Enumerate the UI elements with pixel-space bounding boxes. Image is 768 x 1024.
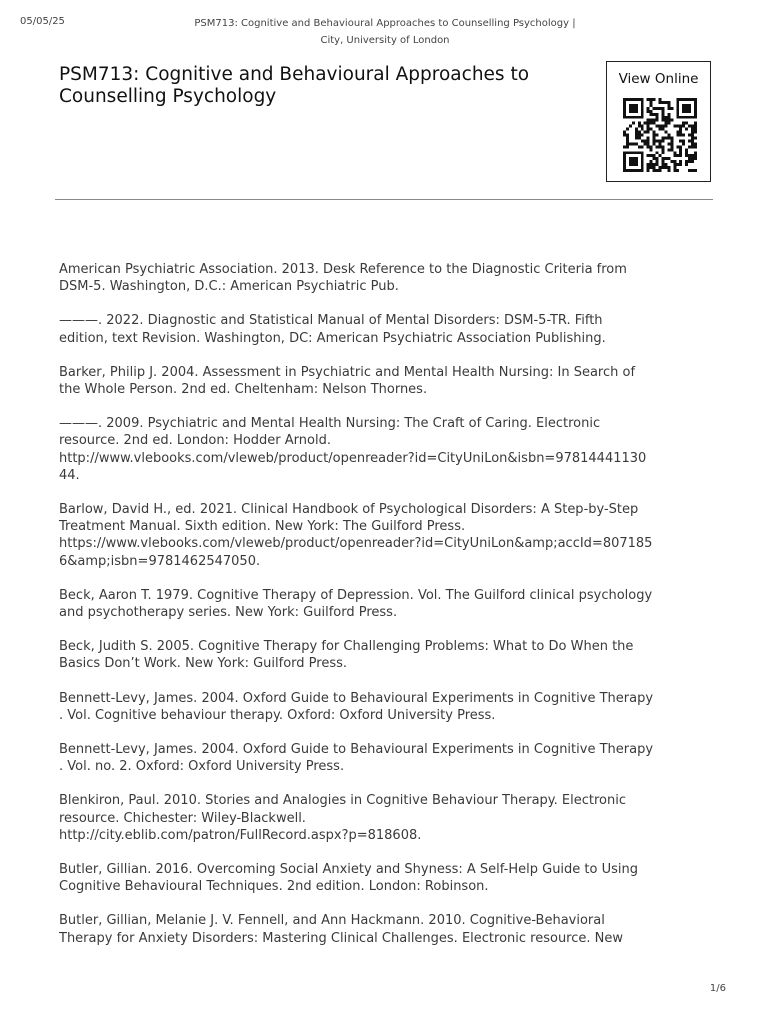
print-header-title-line: City, University of London (320, 35, 450, 46)
page-title-line: Counselling Psychology (59, 86, 277, 107)
view-online-box[interactable] (606, 61, 711, 182)
reference-entry (59, 587, 724, 621)
reference-line: resource. 2nd ed. London: Hodder Arnold. (59, 433, 331, 449)
reference-line: 6&amp;isbn=9781462547050. (59, 553, 261, 569)
reference-entry (59, 364, 724, 398)
reference-line: Treatment Manual. Sixth edition. New York: The Guilford Press. (59, 519, 466, 535)
reference-line: Bennett-Levy, James. 2004. Oxford Guide to Behavioural Experiments in Cognitive Therapy (59, 742, 654, 758)
page-title-line: PSM713: Cognitive and Behavioural Approaches to (59, 64, 530, 85)
reference-line: Barlow, David H., ed. 2021. Clinical Handbook of Psychological Disorders: A Step-by-Step (59, 502, 639, 518)
reference-line: . Vol. no. 2. Oxford: Oxford University Press. (59, 759, 345, 775)
reference-entry (59, 501, 724, 570)
reference-line: Barker, Philip J. 2004. Assessment in Psychiatric and Mental Health Nursing: In Search of (59, 364, 636, 380)
reference-line: http://city.eblib.com/patron/FullRecord.aspx?p=818608. (59, 827, 422, 843)
view-online-label: View Online (618, 71, 699, 87)
reference-line: https://www.vlebooks.com/vleweb/product/openreader?id=CityUniLon&amp;accId=807185 (59, 536, 653, 552)
reference-entry (59, 792, 724, 844)
reference-line: ———. 2009. Psychiatric and Mental Health Nursing: The Craft of Caring. Electronic (59, 416, 601, 432)
reference-line: the Whole Person. 2nd ed. Cheltenham: Nelson Thornes. (59, 382, 428, 398)
reference-line: Blenkiron, Paul. 2010. Stories and Analogies in Cognitive Behaviour Therapy. Electronic (59, 793, 626, 809)
print-header-title (160, 15, 610, 49)
reference-entry (59, 415, 724, 484)
reference-line: http://www.vlebooks.com/vleweb/product/openreader?id=CityUniLon&isbn=97814441130 (59, 450, 647, 466)
reference-line: American Psychiatric Association. 2013. Desk Reference to the Diagnostic Criteria from (59, 262, 627, 277)
reference-line: DSM-5. Washington, D.C.: American Psychiatric Pub. (59, 279, 399, 295)
reference-line: Beck, Aaron T. 1979. Cognitive Therapy of Depression. Vol. The Guilford clinical psychology (59, 587, 653, 603)
reference-line: 44. (59, 467, 80, 483)
reference-line: Butler, Gillian, Melanie J. V. Fennell, and Ann Hackmann. 2010. Cognitive-Behavioral (59, 913, 605, 929)
reference-line: resource. Chichester: Wiley-Blackwell. (59, 810, 306, 826)
reference-line: Beck, Judith S. 2005. Cognitive Therapy for Challenging Problems: What to Do When the (59, 639, 634, 655)
print-header-title-line: PSM713: Cognitive and Behavioural Approaches to Counselling Psychology | (194, 18, 576, 29)
reference-entry (59, 861, 724, 895)
page-title (59, 64, 599, 108)
reference-entry (59, 638, 724, 672)
reference-entry (59, 912, 724, 946)
print-date: 05/05/25 (20, 16, 65, 27)
reference-line: ———. 2022. Diagnostic and Statistical Manual of Mental Disorders: DSM-5-TR. Fifth (59, 313, 603, 329)
reference-entry (59, 690, 724, 724)
qr-code-icon[interactable] (623, 98, 697, 172)
header-divider (55, 199, 713, 200)
reference-entry (59, 312, 724, 346)
reference-line: Butler, Gillian. 2016. Overcoming Social Anxiety and Shyness: A Self-Help Guide to Using (59, 862, 638, 878)
reference-line: Therapy for Anxiety Disorders: Mastering Clinical Challenges. Electronic resource. New (59, 930, 624, 946)
reference-entry (59, 261, 724, 295)
reference-line: Cognitive Behavioural Techniques. 2nd edition. London: Robinson. (59, 879, 489, 895)
reference-line: Basics Don’t Work. New York: Guilford Press. (59, 656, 348, 672)
reference-list (59, 261, 724, 964)
reference-line: Bennett-Levy, James. 2004. Oxford Guide to Behavioural Experiments in Cognitive Therapy (59, 690, 654, 706)
reference-line: and psychotherapy series. New York: Guilford Press. (59, 605, 398, 621)
reference-entry (59, 741, 724, 775)
reference-line: edition, text Revision. Washington, DC: American Psychiatric Association Publishing. (59, 330, 606, 346)
reference-line: . Vol. Cognitive behaviour therapy. Oxford: Oxford University Press. (59, 707, 496, 723)
page-number: 1/6 (709, 983, 726, 994)
